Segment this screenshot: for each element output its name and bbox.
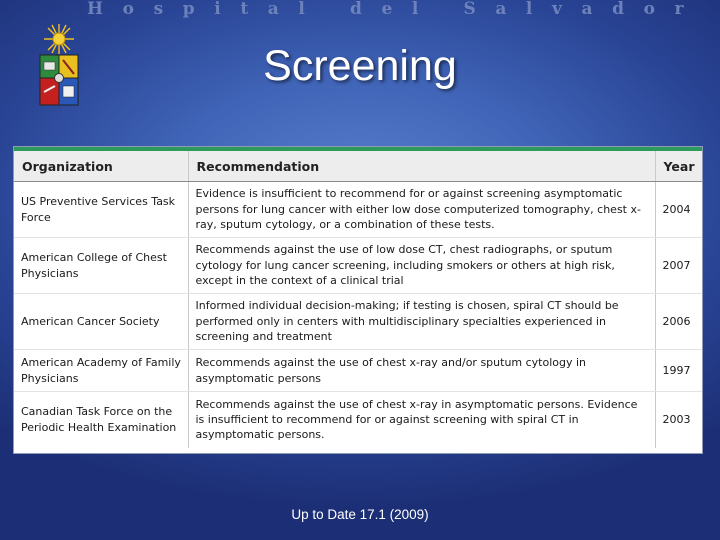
organization-cell: American Cancer Society — [14, 294, 188, 350]
column-header-year: Year — [655, 151, 702, 182]
table-row — [14, 182, 702, 238]
slide-title: Screening — [263, 42, 457, 90]
year-cell: 1997 — [655, 350, 702, 392]
table-row — [14, 294, 702, 350]
recommendation-cell: Recommends against the use of chest x-ray in asymptomatic persons. Evidence is insufficient to recommend for or against screening with spiral CT in asymptomatic persons. — [188, 392, 655, 448]
recommendation-cell: Recommends against the use of low dose CT, chest radiographs, or sputum cytology for lung cancer screening, including smokers or others at high risk, except in the context of a clinical trial — [188, 238, 655, 294]
column-header-recommendation: Recommendation — [188, 151, 655, 182]
organization-cell: American College of Chest Physicians — [14, 238, 188, 294]
recommendation-cell: Evidence is insufficient to recommend for or against screening asymptomatic persons for lung cancer with either low dose computerized tomography, chest x-ray, sputum cytology, or a combination of these tests. — [188, 182, 655, 238]
organization-cell: Canadian Task Force on the Periodic Health Examination — [14, 392, 188, 448]
year-cell: 2007 — [655, 238, 702, 294]
table-row — [14, 238, 702, 294]
recommendation-cell: Recommends against the use of chest x-ray and/or sputum cytology in asymptomatic persons — [188, 350, 655, 392]
recommendation-cell: Informed individual decision-making; if testing is chosen, spiral CT should be performed only in centers with multidisciplinary specialties experienced in screening and treatment — [188, 294, 655, 350]
table-row — [14, 350, 702, 392]
table-header-row — [14, 151, 702, 182]
source-citation: Up to Date 17.1 (2009) — [291, 507, 429, 522]
screening-recommendations-table — [13, 146, 703, 454]
year-cell: 2006 — [655, 294, 702, 350]
table-row — [14, 392, 702, 448]
year-cell: 2004 — [655, 182, 702, 238]
year-cell: 2003 — [662, 413, 691, 427]
column-header-organization: Organization — [14, 151, 188, 182]
organization-cell: US Preventive Services Task Force — [14, 182, 188, 238]
hospital-name-header: Hospital del Salvador — [87, 0, 704, 19]
organization-cell: American Academy of Family Physicians — [14, 350, 188, 392]
